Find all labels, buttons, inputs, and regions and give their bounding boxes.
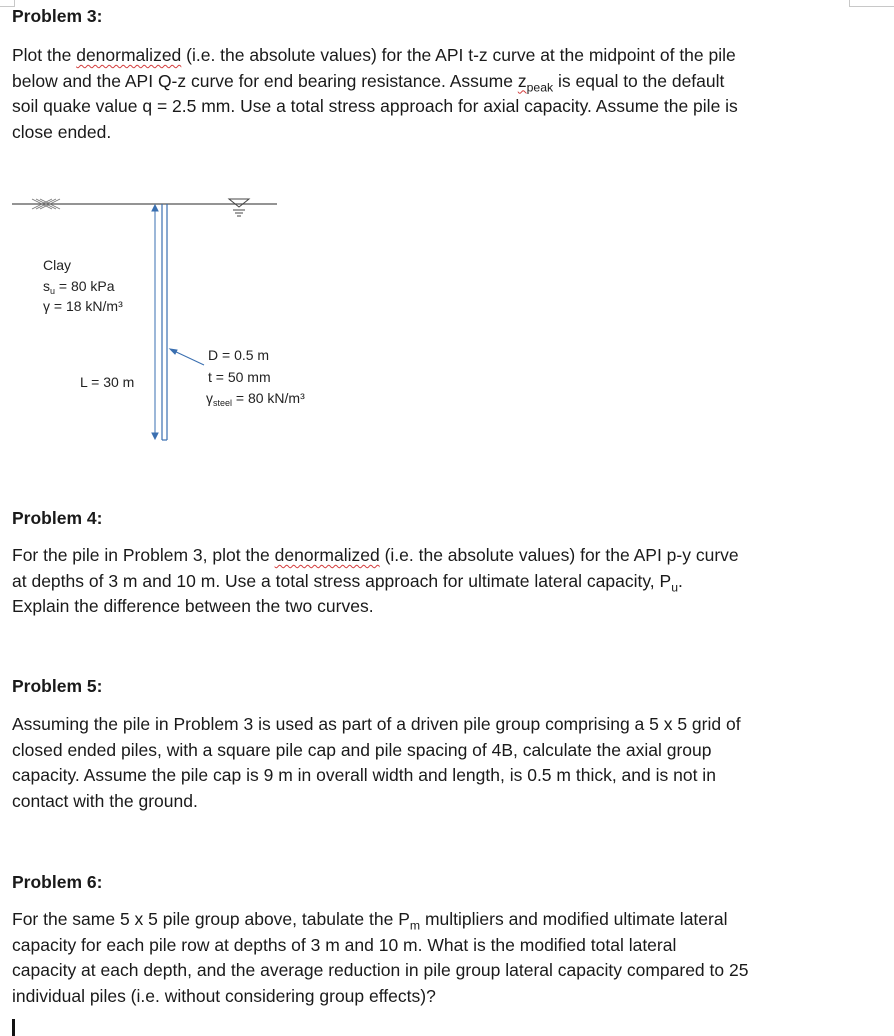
p5-line-1: Assuming the pile in Problem 3 is used as part of a driven pile group comprising a 5 x 5 grid of — [12, 714, 741, 734]
problem-5-heading: Problem 5: — [12, 676, 103, 696]
pile-diameter-label: D = 0.5 m — [208, 347, 270, 363]
spellcheck-word: denormalized — [274, 545, 380, 565]
problem-6-text — [12, 907, 878, 1009]
p6-line-3: capacity at each depth, and the average reduction in pile group lateral capacity compared to 25 — [12, 960, 749, 981]
pile-length-label: L = 30 m — [80, 374, 135, 390]
problem-5-text — [12, 712, 878, 814]
p5-line-3: capacity. Assume the pile cap is 9 m in overall width and length, is 0.5 m thick, and is not in — [12, 765, 716, 786]
z-peak-symbol: $z_{peak}$ — [517, 70, 554, 95]
wall-thickness-label: t = 50 mm — [208, 369, 271, 385]
p4-line-3: Explain the difference between the two curves. — [12, 596, 374, 617]
length-dimension-arrow — [152, 205, 158, 439]
p6-line-4: individual piles (i.e. without considering group effects)? — [12, 985, 436, 1006]
p6-line-1: For the same 5 x 5 pile group above, tabulate the $P_m$ multipliers and modified ultimate lateral — [12, 909, 728, 933]
p5-line-4: contact with the ground. — [12, 790, 198, 811]
page-corner-mark-right — [849, 0, 894, 7]
p6-line-2: capacity for each pile row at depths of 3 m and 10 m. What is the modified total lateral — [12, 934, 677, 955]
text-cursor[interactable] — [12, 1019, 15, 1036]
p3-line-2: below and the API Q-z curve for end bearing resistance. Assume $z_{peak}$ is equal to the default — [12, 70, 725, 95]
problem-4-heading: Problem 4: — [12, 508, 103, 528]
problem-3-heading: Problem 3: — [12, 6, 103, 26]
soil-type-label: Clay — [43, 257, 72, 273]
problem-6-heading: Problem 6: — [12, 872, 103, 892]
p5-line-2: closed ended piles, with a square pile cap and pile spacing of 4B, calculate the axial group — [12, 739, 712, 760]
undrained-strength-label: $s_u = 80$ kPa — [43, 278, 115, 296]
soil-unit-weight-label: γ = 18 kN/m³ — [43, 298, 123, 314]
water-table-icon — [229, 199, 249, 216]
steel-unit-weight-label: $\gamma_{steel} = 80$ kN/m³ — [206, 390, 305, 408]
p4-line-1: For the pile in Problem 3, plot the denormalized (i.e. the absolute values) for the API p-y curve — [12, 545, 739, 565]
p4-line-2: at depths of 3 m and 10 m. Use a total stress approach for ultimate lateral capacity, $P_u$. — [12, 570, 683, 595]
pile-property-leader — [170, 349, 204, 365]
pile-shaft — [162, 204, 167, 440]
p3-line-4: close ended. — [12, 121, 112, 142]
spellcheck-word: denormalized — [76, 45, 182, 65]
p3-line-1: Plot the denormalized (i.e. the absolute values) for the API t-z curve at the midpoint of the pile — [12, 45, 736, 65]
problem-4-text — [12, 543, 878, 620]
problem-3-text — [12, 43, 878, 145]
pile-diagram — [0, 185, 340, 455]
p3-line-3: soil quake value q = 2.5 mm. Use a total stress approach for axial capacity. Assume the pile is — [12, 96, 738, 117]
